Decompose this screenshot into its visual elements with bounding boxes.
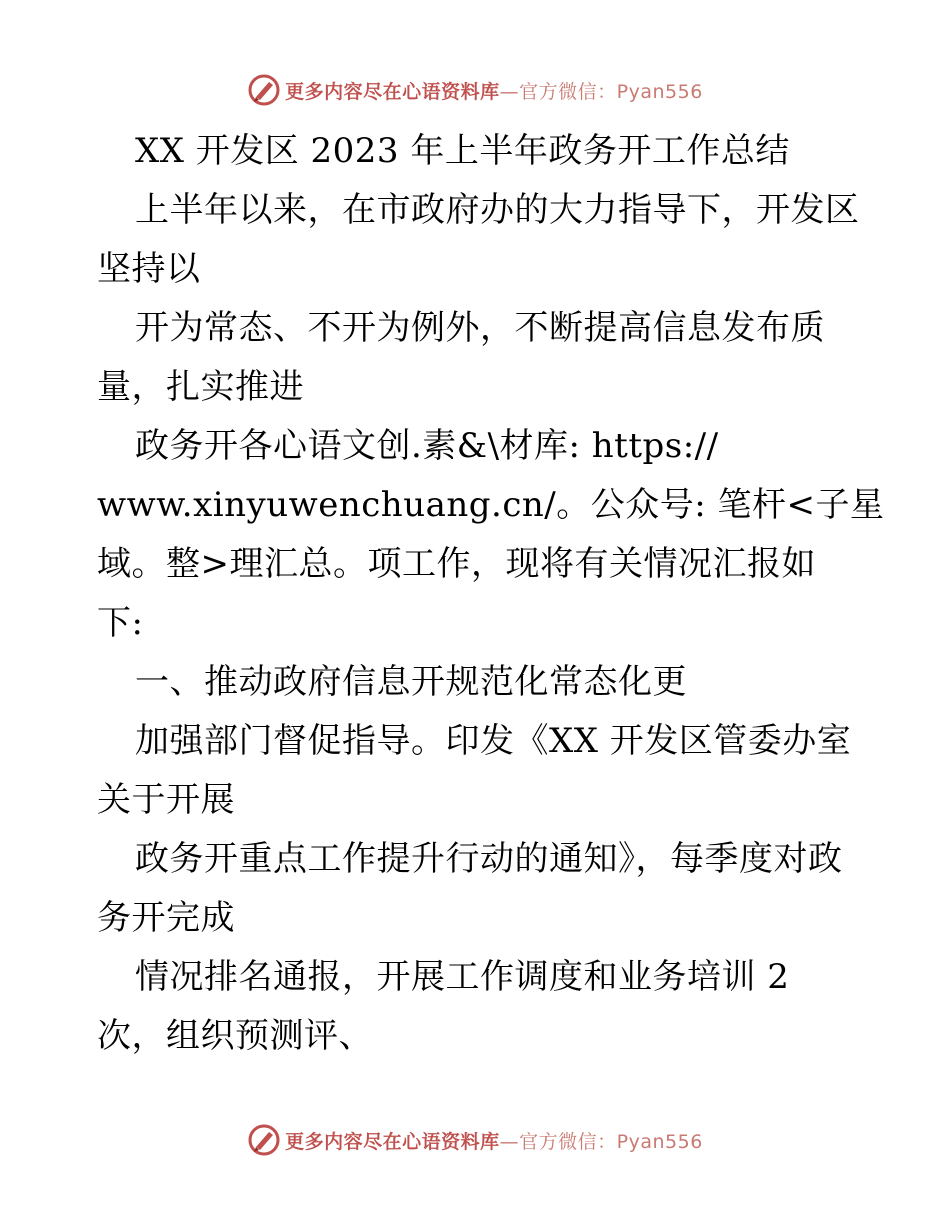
watermark-wechat: 官方微信：Pyan556 bbox=[519, 1130, 703, 1153]
paragraph-line: 下: bbox=[97, 603, 144, 643]
paragraph-line: 上半年以来，在市政府办的大力指导下，开发区 bbox=[135, 190, 860, 230]
document-body bbox=[97, 122, 885, 1066]
paragraph-line: www.xinyuwenchuang.cn/。公众号: 笔杆<子星 bbox=[97, 485, 885, 525]
paragraph-line: 量，扎实推进 bbox=[97, 367, 304, 407]
paragraph-line: 务开完成 bbox=[97, 898, 235, 938]
watermark-text bbox=[285, 1127, 703, 1154]
paragraph-line: 政务开重点工作提升行动的通知》，每季度对政 bbox=[135, 839, 843, 879]
section-heading: 一、推动政府信息开规范化常态化更 bbox=[135, 662, 687, 702]
watermark-dash: — bbox=[499, 1130, 520, 1153]
pen-logo-icon bbox=[247, 73, 281, 107]
paragraph-line: 域。整>理汇总。项工作，现将有关情况汇报如 bbox=[97, 544, 816, 584]
paragraph-line: 开为常态、不开为例外，不断提高信息发布质 bbox=[135, 308, 825, 348]
paragraph-line: 次，组织预测评、 bbox=[97, 1016, 373, 1056]
watermark-main: 更多内容尽在心语资料库 bbox=[285, 1130, 500, 1153]
watermark-main: 更多内容尽在心语资料库 bbox=[285, 80, 500, 103]
watermark-text bbox=[285, 77, 703, 104]
paragraph-line: 坚持以 bbox=[97, 249, 201, 289]
paragraph-line: 加强部门督促指导。印发《XX 开发区管委办室 bbox=[135, 721, 852, 761]
document-title: XX 开发区 2023 年上半年政务开工作总结 bbox=[135, 131, 790, 171]
paragraph-line: 情况排名通报，开展工作调度和业务培训 2 bbox=[135, 957, 790, 997]
watermark-wechat: 官方微信：Pyan556 bbox=[519, 80, 703, 103]
header-watermark bbox=[0, 70, 950, 110]
paragraph-line: 政务开各心语文创.素&\材库: https:// bbox=[135, 426, 719, 466]
watermark-dash: — bbox=[499, 80, 520, 103]
footer-watermark bbox=[0, 1120, 950, 1160]
pen-logo-icon bbox=[247, 1123, 281, 1157]
paragraph-line: 关于开展 bbox=[97, 780, 235, 820]
